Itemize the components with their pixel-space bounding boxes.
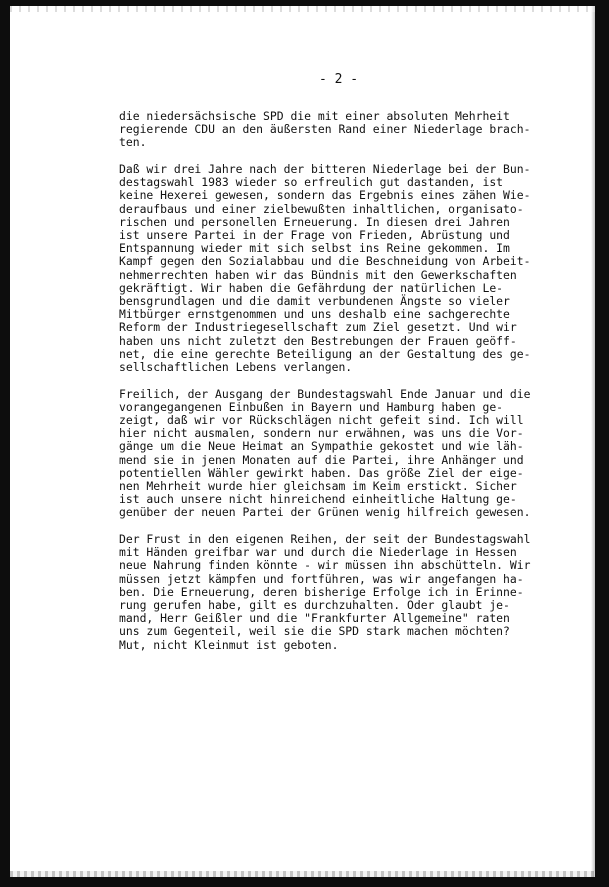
- text-line: uns zum Gegenteil, weil sie die SPD stark machen möchten?: [119, 624, 510, 639]
- text-line: ben. Die Erneuerung, deren bisherige Erfolge ich in Erinne-: [119, 584, 524, 599]
- text-line: müssen jetzt kämpfen und fortführen, was wir angefangen ha-: [119, 571, 524, 586]
- text-line: nehmerrechten haben wir das Bündnis mit den Gewerkschaften: [119, 267, 517, 282]
- text-line: Freilich, der Ausgang der Bundestagswahl Ende Januar und die: [119, 386, 531, 401]
- document-body: [119, 110, 564, 665]
- text-line: gekräftigt. Wir haben die Gefährdung der natürlichen Le-: [119, 280, 504, 295]
- text-line: keine Hexerei gewesen, sondern das Ergebnis eines zähen Wie-: [119, 188, 531, 203]
- text-line: ten.: [119, 135, 147, 150]
- text-line: Mitbürger ernstgenommen und uns deshalb eine sachgerechte: [119, 307, 510, 322]
- text-line: rischen und personellen Erneuerung. In diesen drei Jahren: [119, 214, 510, 229]
- text-line: vorangegangenen Einbußen in Bayern und Hamburg haben ge-: [119, 399, 504, 414]
- text-line: hier nicht ausmalen, sondern nur erwähnen, was uns die Vor-: [119, 426, 524, 441]
- text-line: Kampf gegen den Sozialabbau und die Beschneidung von Arbeit-: [119, 254, 531, 269]
- text-line: haben uns nicht zuletzt den Bestrebungen der Frauen geöff-: [119, 333, 517, 348]
- text-line: rung gerufen habe, gilt es durchzuhalten. Oder glaubt je-: [119, 598, 510, 613]
- text-line: Entspannung wieder mit sich selbst ins Reine gekommen. Im: [119, 241, 510, 256]
- text-line: regierende CDU an den äußersten Rand einer Niederlage brach-: [119, 122, 531, 137]
- text-line: potentiellen Wähler gewirkt haben. Das größe Ziel der eige-: [119, 465, 524, 480]
- text-line: mend sie in jenen Monaten auf die Partei, ihre Anhänger und: [119, 452, 524, 467]
- text-line: neue Nahrung finden könnte - wir müssen ihn abschütteln. Wir: [119, 558, 531, 573]
- text-line: gänge um die Neue Heimat an Sympathie gekostet und wie läh-: [119, 439, 524, 454]
- scan-noise-top: [10, 6, 595, 12]
- text-line: Der Frust in den eigenen Reihen, der seit der Bundestagswahl: [119, 532, 531, 547]
- paragraph-4: [119, 533, 564, 652]
- text-line: die niedersächsische SPD die mit einer absoluten Mehrheit: [119, 109, 510, 123]
- text-line: ist unsere Partei in der Frage von Frieden, Abrüstung und: [119, 228, 510, 243]
- page-number: - 2 -: [319, 72, 359, 87]
- scan-noise-bottom: [10, 871, 595, 877]
- text-line: nen Mehrheit wurde hier gleichsam im Keim erstickt. Sicher: [119, 479, 517, 494]
- text-line: bensgrundlagen und die damit verbundenen Ängste so vieler: [119, 294, 510, 309]
- text-line: sellschaftlichen Lebens verlangen.: [119, 360, 353, 375]
- text-line: destagswahl 1983 wieder so erfreulich gut dastanden, ist: [119, 175, 504, 190]
- text-line: genüber der neuen Partei der Grünen wenig hilfreich gewesen.: [119, 505, 531, 520]
- text-line: Daß wir drei Jahre nach der bitteren Niederlage bei der Bun-: [119, 162, 531, 176]
- text-line: Mut, nicht Kleinmut ist geboten.: [119, 637, 339, 652]
- paragraph-2: [119, 163, 564, 374]
- text-line: deraufbaus und einer zielbewußten inhaltlichen, organisato-: [119, 201, 524, 216]
- text-line: Reform der Industriegesellschaft zum Ziel gesetzt. Und wir: [119, 320, 517, 335]
- text-line: zeigt, daß wir vor Rückschlägen nicht gefeit sind. Ich will: [119, 413, 524, 428]
- scan-shadow-right: [591, 6, 595, 877]
- text-line: ist auch unsere nicht hinreichend einheitliche Haltung ge-: [119, 492, 517, 507]
- text-line: mand, Herr Geißler und die "Frankfurter Allgemeine" raten: [119, 611, 510, 626]
- paragraph-1: [119, 110, 564, 150]
- text-line: net, die eine gerechte Beteiligung an der Gestaltung des ge-: [119, 346, 531, 361]
- text-line: mit Händen greifbar war und durch die Niederlage in Hessen: [119, 545, 517, 560]
- paragraph-3: [119, 388, 564, 520]
